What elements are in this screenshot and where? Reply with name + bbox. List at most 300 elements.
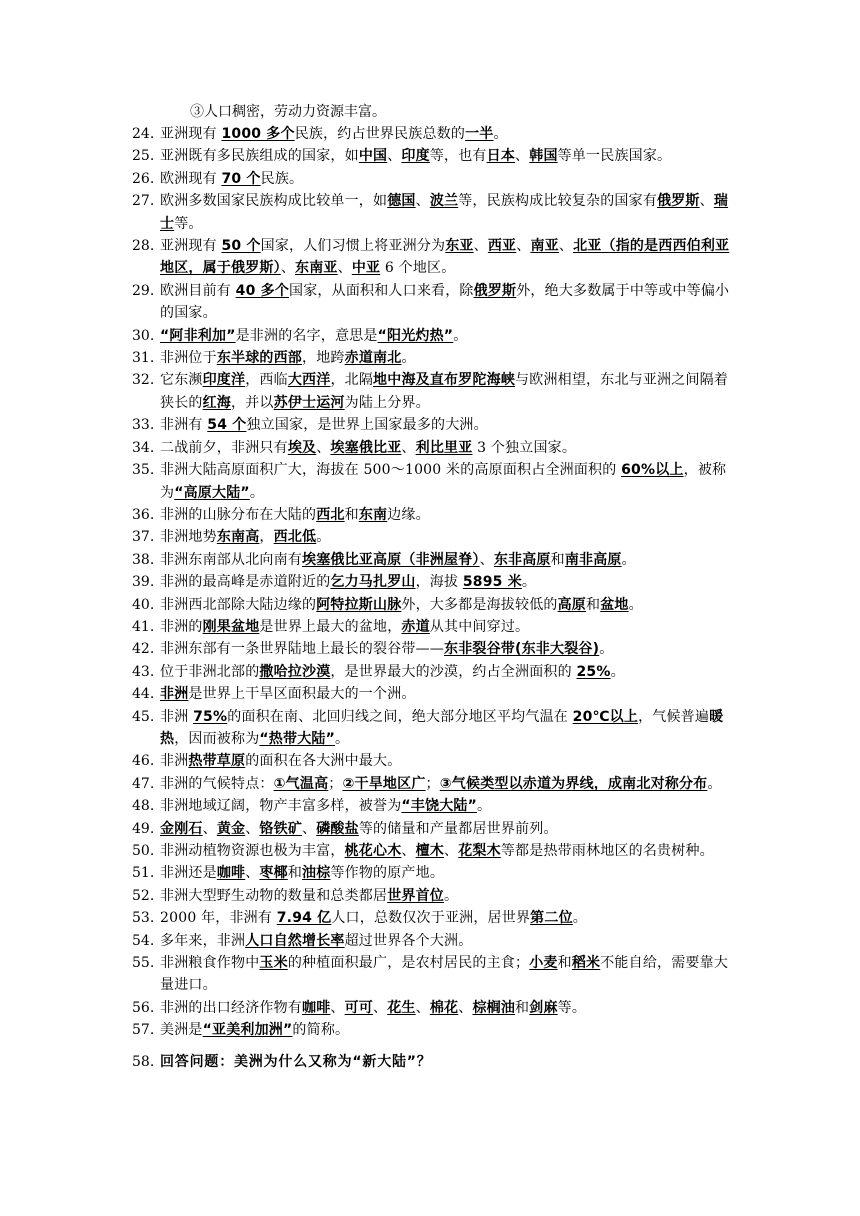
list-item xyxy=(0,638,860,660)
text-run: 等。 xyxy=(557,999,587,1016)
item-text xyxy=(160,504,742,526)
list-item xyxy=(0,526,860,548)
item-text xyxy=(160,638,742,660)
key-term: 棉花 xyxy=(429,999,459,1016)
list-item xyxy=(0,594,860,616)
item-number: 57. xyxy=(132,1022,155,1039)
key-term: 东南 xyxy=(358,506,388,523)
item-number: 31. xyxy=(132,350,155,367)
key-term: 中亚 xyxy=(351,260,381,277)
key-term: “阳光灼热” xyxy=(377,327,454,344)
text-run: 2000 年，非洲有 xyxy=(160,910,277,927)
text-run: 回答问题：美洲为什么又称为“新大陆”？ xyxy=(160,1053,432,1070)
item-number: 56. xyxy=(132,999,155,1016)
text-run: 为陆上分界。 xyxy=(344,394,430,411)
key-term: 赤道南北 xyxy=(344,350,402,367)
text-run: 民族，约占世界民族总数的 xyxy=(294,126,466,142)
item-number: 32. xyxy=(132,372,155,389)
item-number: 38. xyxy=(132,551,155,568)
key-term: 花梨木 xyxy=(458,843,501,859)
text-run: 6 个地区。 xyxy=(380,260,456,277)
key-term: “高原大陆” xyxy=(174,484,250,501)
text-run: 的面积在南、北回归线之间，绝大部分地区平均气温在 xyxy=(227,708,573,725)
text-run: 、 xyxy=(415,999,430,1016)
text-run: 、 xyxy=(337,260,352,277)
item-text xyxy=(160,459,742,504)
key-term: 60%以上 xyxy=(621,462,684,479)
item-text xyxy=(160,414,742,436)
text-run: 、 xyxy=(516,238,531,255)
text-run: 人口，总数仅次于亚洲，居世界 xyxy=(331,910,531,927)
text-run: 、 xyxy=(373,999,388,1016)
key-term: ③气候类型以赤道为界线，成南北对称分布 xyxy=(439,775,708,792)
text-run: 非洲的山脉分布在大陆的 xyxy=(160,506,317,523)
item-text xyxy=(160,795,742,817)
text-run: 非洲大型野生动物的数量和总类都居 xyxy=(160,887,388,904)
item-text xyxy=(160,661,742,683)
key-term: 可可 xyxy=(344,999,374,1016)
item-text xyxy=(160,840,742,862)
list-item xyxy=(0,168,860,190)
item-text xyxy=(160,862,742,884)
key-term: 东非裂谷带(东非大裂谷) xyxy=(444,641,600,658)
text-run: 、 xyxy=(280,260,296,277)
key-term: 铬铁矿 xyxy=(259,820,303,837)
key-term: 俄罗斯 xyxy=(473,282,517,299)
key-term: 埃塞俄比亚高原（非洲屋脊） xyxy=(302,551,480,568)
item-number: 29. xyxy=(132,282,155,299)
text-run: 非洲有 xyxy=(160,417,208,434)
item-text xyxy=(160,571,742,593)
key-term: 大西洋 xyxy=(287,372,331,389)
key-term: “热带大陆” xyxy=(259,730,336,747)
list-item xyxy=(0,795,860,817)
item-number: 54. xyxy=(132,932,155,949)
item-number: 51. xyxy=(132,865,155,882)
list-item xyxy=(0,504,860,526)
text-run: 等，也有 xyxy=(429,148,487,165)
item-number: 33. xyxy=(132,417,155,434)
text-run: 、 xyxy=(444,843,459,859)
text-run: 亚洲现有 xyxy=(160,238,222,255)
text-run: 与欧洲相望，东北与亚洲之间隔着狭长的 xyxy=(160,372,729,411)
key-term: 7.94 亿 xyxy=(276,910,332,927)
text-run: 欧洲目前有 xyxy=(160,282,236,299)
text-run: 。 xyxy=(599,641,614,658)
key-term: 70 个 xyxy=(221,170,261,187)
item-number: 45. xyxy=(132,708,155,725)
item-number: 40. xyxy=(132,596,155,613)
text-run: ； xyxy=(425,775,440,792)
text-run: 亚洲现有 xyxy=(160,126,222,142)
item-text xyxy=(160,907,742,929)
list-item xyxy=(0,325,860,347)
item-text xyxy=(160,773,742,795)
item-text xyxy=(160,616,742,638)
key-term: 瑞士 xyxy=(160,193,729,232)
text-run: 非洲 xyxy=(160,753,189,770)
key-term: 北亚（指的是西西伯利亚地区，属于俄罗斯） xyxy=(160,238,730,277)
key-term: 小麦 xyxy=(529,955,558,972)
item-text xyxy=(160,145,742,167)
key-term: 赤道 xyxy=(401,618,430,635)
key-term: 苏伊士运河 xyxy=(273,394,345,411)
item-text xyxy=(160,706,742,751)
key-term: “亚美利加洲” xyxy=(202,1022,293,1039)
text-run: 、 xyxy=(202,820,217,837)
text-run: ，被称为 xyxy=(160,462,727,501)
item-number: 50. xyxy=(132,843,155,859)
key-term: 西北低 xyxy=(273,529,317,546)
text-run: 和 xyxy=(550,551,565,568)
text-run: 非洲大陆高原面积广大，海拔在 500～1000 米的高原面积占全洲面积的 xyxy=(160,462,622,479)
list-item xyxy=(0,280,860,325)
key-term: 第二位 xyxy=(530,910,573,927)
text-run: 。 xyxy=(493,126,508,142)
list-item xyxy=(0,571,860,593)
text-run: 二战前夕，非洲只有 xyxy=(160,439,288,456)
text-run: 从其中间穿过。 xyxy=(429,618,530,635)
key-term: 波兰 xyxy=(429,193,459,210)
key-term: 稻米 xyxy=(571,955,601,972)
key-term: 人口自然增长率 xyxy=(245,932,345,949)
list-item xyxy=(0,952,860,997)
key-term: 油棕 xyxy=(302,865,331,882)
list-item xyxy=(0,235,860,280)
item-text xyxy=(160,347,742,369)
key-term: 东亚 xyxy=(445,238,474,255)
text-run: ，因而被称为 xyxy=(174,730,260,747)
key-term: 地中海及直布罗陀海峡 xyxy=(373,372,516,389)
key-term: 剑麻 xyxy=(529,999,558,1016)
text-run: 、 xyxy=(401,439,416,456)
item-number: 37. xyxy=(132,529,155,546)
key-term: 埃及 xyxy=(287,439,317,456)
key-term: 5895 米 xyxy=(462,574,522,591)
list-item xyxy=(0,347,860,369)
key-term: 红海 xyxy=(202,394,232,411)
text-run: 非洲地域辽阔，物产丰富多样，被誉为 xyxy=(160,798,402,815)
text-run: 位于非洲北部的 xyxy=(160,663,260,680)
list-item xyxy=(0,930,860,952)
key-term: 西亚 xyxy=(487,238,517,255)
text-run: ， xyxy=(259,529,274,546)
key-term: 1000 多个 xyxy=(221,126,295,142)
text-run: 、 xyxy=(415,193,430,210)
item-text xyxy=(160,168,742,190)
item-number: 43. xyxy=(132,663,155,680)
text-run: 非洲西北部除大陆边缘的 xyxy=(160,596,317,613)
item-number: 47. xyxy=(132,775,155,792)
key-term: 中国 xyxy=(358,148,388,165)
key-term: 棕榈油 xyxy=(472,999,516,1016)
text-run: 、 xyxy=(479,551,494,568)
key-term: 埃塞俄比亚 xyxy=(330,439,402,456)
key-term: 54 个 xyxy=(207,417,247,434)
key-term: 磷酸盐 xyxy=(316,820,359,837)
text-run: 独立国家，是世界上国家最多的大洲。 xyxy=(246,417,488,434)
key-term: 印度洋 xyxy=(202,372,246,389)
text-run: 外，大多都是海拔较低的 xyxy=(401,596,558,613)
item-number: 41. xyxy=(132,618,155,635)
list-item xyxy=(0,862,860,884)
text-run: 国家，从面积和人口来看，除 xyxy=(289,282,474,299)
key-term: 俄罗斯 xyxy=(657,193,700,210)
list-item xyxy=(0,616,860,638)
key-term: ①气温高 xyxy=(273,775,329,792)
item-number: 28. xyxy=(132,238,155,255)
key-term: 50 个 xyxy=(221,238,261,255)
text-run: 、 xyxy=(245,865,260,882)
item-number: 58. xyxy=(132,1053,155,1070)
item-text xyxy=(160,885,742,907)
key-term: 暖热 xyxy=(160,708,724,747)
key-term: 东南高 xyxy=(216,529,260,546)
text-run: 、 xyxy=(302,820,317,837)
item-text xyxy=(160,369,742,414)
key-term: 东半球的西部 xyxy=(216,350,303,367)
text-run: ，海拔 xyxy=(415,574,463,591)
item-text xyxy=(160,930,742,952)
key-term: ②干旱地区广 xyxy=(342,775,426,792)
item-number: 30. xyxy=(132,327,155,344)
text-run: 。 xyxy=(249,484,265,501)
text-run: 、 xyxy=(316,439,331,456)
key-term: 日本 xyxy=(486,148,516,165)
key-term: 利比里亚 xyxy=(415,439,473,456)
item-text xyxy=(160,526,742,548)
text-run: 美洲是 xyxy=(160,1022,203,1039)
key-term: 20℃以上 xyxy=(572,708,639,725)
text-run: 、 xyxy=(558,238,574,255)
item-text xyxy=(160,1051,742,1073)
key-term: 撒哈拉沙漠 xyxy=(259,663,331,680)
text-run: 和 xyxy=(287,865,303,882)
text-run: 。 xyxy=(453,327,468,344)
text-run: ，地跨 xyxy=(302,350,345,367)
text-run: 非洲粮食作物中 xyxy=(160,955,260,972)
key-term: 南亚 xyxy=(530,238,559,255)
text-run: ，并以 xyxy=(231,394,274,411)
key-term: 玉米 xyxy=(259,955,288,972)
numbered-list xyxy=(0,123,860,1073)
key-term: 金刚石 xyxy=(160,820,203,837)
list-item xyxy=(0,459,860,504)
item-text xyxy=(160,190,742,235)
key-term: 阿特拉斯山脉 xyxy=(316,596,402,613)
text-run: 。 xyxy=(628,596,643,613)
text-run: 非洲的 xyxy=(160,618,203,635)
text-run: 非洲的出口经济作物有 xyxy=(160,999,302,1016)
list-item xyxy=(0,818,860,840)
text-run: 外，绝大多数属于中等或中等偏小的国家。 xyxy=(160,282,730,322)
key-term: 一半 xyxy=(465,126,494,142)
key-term: 德国 xyxy=(387,193,416,210)
text-run: 非洲的最高峰是赤道附近的 xyxy=(160,574,331,591)
text-run: 。 xyxy=(401,350,416,367)
list-item xyxy=(0,1051,860,1073)
text-run: ，西临 xyxy=(245,372,288,389)
item-text xyxy=(160,683,742,705)
list-item xyxy=(0,907,860,929)
item-number: 34. xyxy=(132,439,155,456)
item-number: 48. xyxy=(132,798,155,815)
text-run: 是非洲的名字，意思是 xyxy=(235,327,378,344)
item-number: 42. xyxy=(132,641,155,658)
list-item xyxy=(0,369,860,414)
text-run: 。 xyxy=(572,910,587,927)
text-run: 等作物的原产地。 xyxy=(330,865,445,882)
text-run: 等，民族构成比较复杂的国家有 xyxy=(458,193,658,210)
list-item xyxy=(0,437,860,459)
text-run: ，气候普遍 xyxy=(638,708,710,725)
text-run: 民族。 xyxy=(260,170,304,187)
text-run: 、 xyxy=(458,999,473,1016)
text-run: 等都是热带雨林地区的名贵树种。 xyxy=(500,843,714,859)
text-run: 和 xyxy=(515,999,530,1016)
text-run: 等的储量和产量都居世界前列。 xyxy=(358,820,558,837)
text-run: 欧洲现有 xyxy=(160,170,222,187)
key-term: 刚果盆地 xyxy=(202,618,260,635)
text-run: 多年来，非洲 xyxy=(160,932,246,949)
item-number: 35. xyxy=(132,462,155,479)
text-run: 3 个独立国家。 xyxy=(472,439,577,456)
list-item xyxy=(0,190,860,235)
item-number: 53. xyxy=(132,910,155,927)
item-number: 24. xyxy=(132,126,155,142)
text-run: 和 xyxy=(557,955,572,972)
list-item xyxy=(0,661,860,683)
text-run: 。 xyxy=(610,663,625,680)
text-run: 和 xyxy=(586,596,601,613)
text-run: 。 xyxy=(477,798,492,815)
item-number: 44. xyxy=(132,686,155,703)
text-run: 等单一民族国家。 xyxy=(557,148,672,165)
key-term: 75% xyxy=(193,708,228,725)
text-run: 非洲东南部从北向南有 xyxy=(160,551,302,568)
item-text xyxy=(160,325,742,347)
list-item xyxy=(0,773,860,795)
list-item xyxy=(0,414,860,436)
key-term: 咖啡 xyxy=(302,999,331,1016)
text-run: 。 xyxy=(521,574,537,591)
list-item xyxy=(0,840,860,862)
text-run: 和 xyxy=(344,506,359,523)
text-run: 的面积在各大洲中最大。 xyxy=(245,753,402,770)
item-number: 49. xyxy=(132,820,155,837)
key-term: 非洲 xyxy=(160,686,189,703)
text-run: ，北隔 xyxy=(330,372,374,389)
text-run: 超过世界各个大洲。 xyxy=(344,932,473,949)
text-run: 。 xyxy=(316,529,331,546)
list-item xyxy=(0,683,860,705)
text-run: 亚洲既有多民族组成的国家，如 xyxy=(160,148,359,165)
item-number: 39. xyxy=(132,574,155,591)
item-text xyxy=(160,952,742,997)
key-term: 盆地 xyxy=(600,596,629,613)
text-run: 、 xyxy=(515,148,530,165)
key-term: 檀木 xyxy=(415,843,445,859)
text-run: 。 xyxy=(335,730,350,747)
list-item xyxy=(0,123,860,145)
text-run: 非洲还是 xyxy=(160,865,217,882)
key-term: 桃花心木 xyxy=(344,843,402,859)
text-run: 等。 xyxy=(174,215,203,232)
text-run: 、 xyxy=(699,193,714,210)
key-term: 花生 xyxy=(387,999,416,1016)
text-run: ； xyxy=(328,775,343,792)
key-term: “阿非利加” xyxy=(160,327,236,344)
item-text xyxy=(160,1019,742,1041)
item-number: 46. xyxy=(132,753,155,770)
text-run: 。 xyxy=(621,551,636,568)
list-item xyxy=(0,145,860,167)
item-text xyxy=(160,750,742,772)
text-run: 边缘。 xyxy=(387,506,430,523)
key-term: “丰饶大陆” xyxy=(401,798,478,815)
key-term: 世界首位 xyxy=(387,887,445,904)
item-text xyxy=(160,549,742,571)
item-number: 26. xyxy=(132,170,155,187)
key-term: 黄金 xyxy=(216,820,246,837)
key-term: 西北 xyxy=(316,506,345,523)
item-number: 25. xyxy=(132,148,155,165)
list-item xyxy=(0,997,860,1019)
text-run: 非洲的气候特点： xyxy=(160,775,274,792)
text-run: 的简称。 xyxy=(292,1022,350,1039)
text-run: 国家，人们习惯上将亚洲分为 xyxy=(260,238,446,255)
text-run: 、 xyxy=(245,820,260,837)
continued-line: ③人口稠密，劳动力资源丰富。 xyxy=(190,104,386,120)
text-run: 它东濒 xyxy=(160,372,203,389)
item-number: 55. xyxy=(132,955,155,972)
list-item xyxy=(0,885,860,907)
key-term: 南非高原 xyxy=(564,551,622,568)
text-run: 。 xyxy=(444,887,459,904)
list-item xyxy=(0,549,860,571)
text-run: 、 xyxy=(473,238,488,255)
text-run: 欧洲多数国家民族构成比较单一，如 xyxy=(160,193,388,210)
item-text xyxy=(160,437,742,459)
key-term: 乞力马扎罗山 xyxy=(330,574,416,591)
key-term: 25% xyxy=(576,663,611,680)
key-term: 40 多个 xyxy=(235,282,290,299)
text-run: 、 xyxy=(330,999,345,1016)
key-term: 东非高原 xyxy=(493,551,551,568)
key-term: 东南亚 xyxy=(295,260,338,277)
item-text xyxy=(160,997,742,1019)
item-text xyxy=(160,280,742,325)
key-term: 印度 xyxy=(401,148,430,165)
key-term: 韩国 xyxy=(529,148,558,165)
text-run: 非洲地势 xyxy=(160,529,217,546)
text-run: 非洲 xyxy=(160,708,194,725)
text-run: 、 xyxy=(401,843,416,859)
item-number: 36. xyxy=(132,506,155,523)
text-run: 是世界上最大的盆地， xyxy=(259,618,402,635)
text-run: 不能自给，需要靠大量进口。 xyxy=(160,955,729,994)
text-run: ，是世界最大的沙漠，约占全洲面积的 xyxy=(330,663,577,680)
list-item xyxy=(0,1019,860,1041)
text-run: 非洲动植物资源也极为丰富， xyxy=(160,843,345,859)
item-text xyxy=(160,235,742,280)
key-term: 高原 xyxy=(557,596,587,613)
list-item xyxy=(0,706,860,751)
text-run: 非洲位于 xyxy=(160,350,217,367)
text-run: 是世界上干旱区面积最大的一个洲。 xyxy=(188,686,416,703)
text-run: 非洲东部有一条世界陆地上最长的裂谷带—— xyxy=(160,641,444,658)
key-term: 咖啡 xyxy=(216,865,246,882)
